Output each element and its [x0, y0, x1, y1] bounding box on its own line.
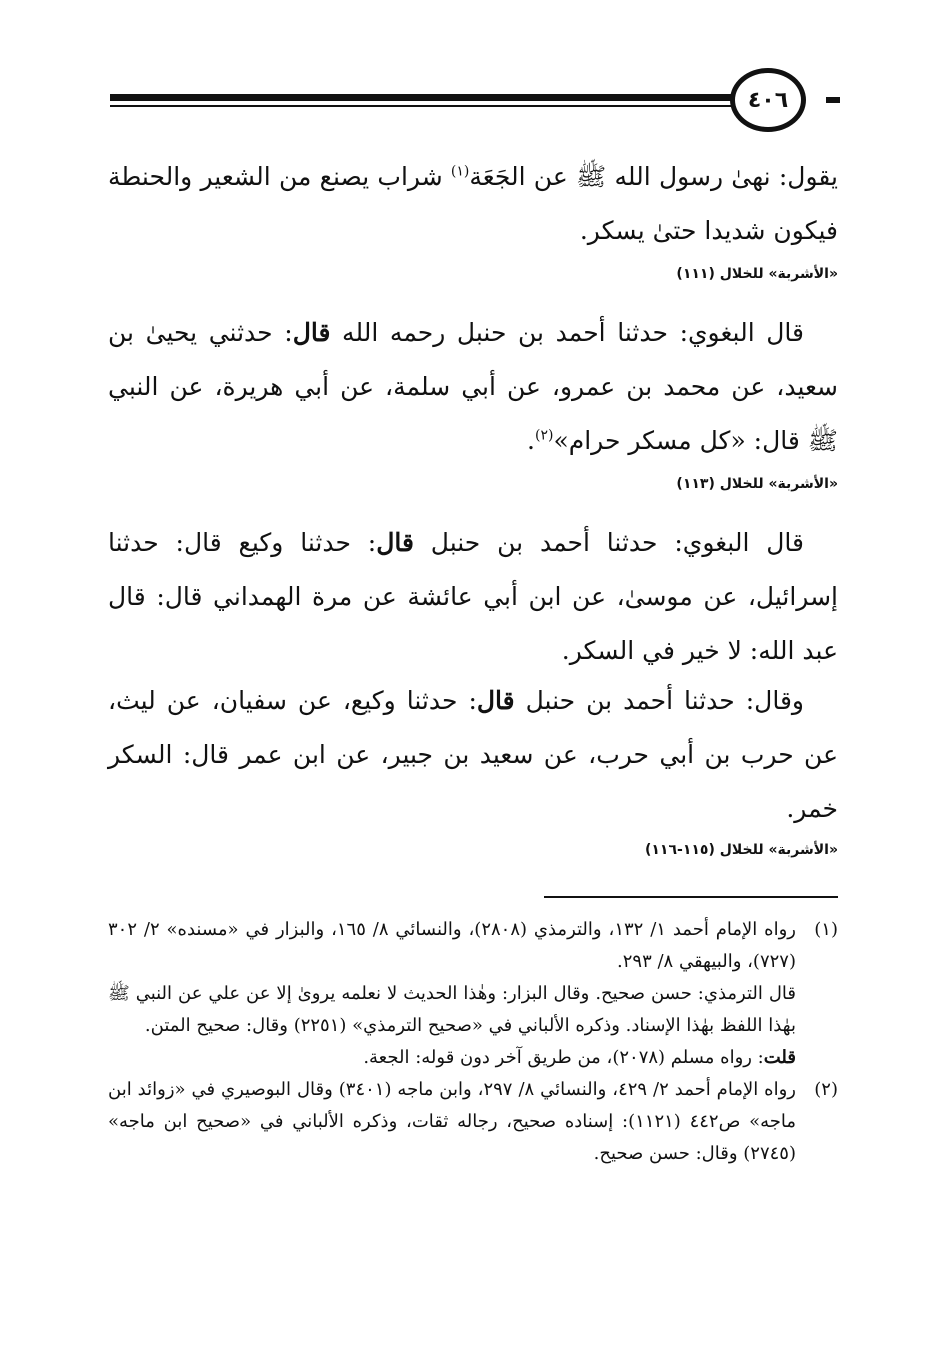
- footnote-1-line-3: [108, 1042, 796, 1074]
- paragraph-1-rest: شراب يصنع من الشعير والحنطة فيكون شديدا حتىٰ يسكر.: [108, 162, 838, 245]
- header-rule-thin: [110, 105, 732, 107]
- header-rule-stub: [826, 97, 840, 103]
- paragraph-1: [108, 150, 838, 258]
- paragraph-3-text-a: قال البغوي: حدثنا أحمد بن حنبل: [413, 528, 804, 557]
- paragraph-2-qal: قال: [292, 318, 331, 347]
- paragraph-2-text-a: قال البغوي: حدثنا أحمد بن حنبل رحمه الله: [330, 318, 804, 347]
- paragraph-3: [108, 516, 838, 678]
- footnote-separator: [544, 896, 838, 898]
- footnote-2-text: رواه الإمام أحمد ٢/ ٤٢٩، والنسائي ٨/ ٢٩٧، وابن ماجه (٣٤٠١) وقال البوصيري في «زوائد ابن ماجه» ص٤٤٢ (١١٢١): إسناده صحيح، رجاله ثقات، وذكره الألباني في «صحيح ابن ماجه» (٢٧٤٥) وقال: حسن صحيح.: [108, 1079, 797, 1164]
- footnote-1-body: [108, 914, 796, 1074]
- paragraph-4-text-b: : حدثنا وكيع، عن سفيان، عن ليث، عن حرب بن أبي حرب، عن سعيد بن جبير، عن ابن عمر قال: السكر خمر.: [108, 686, 838, 823]
- header-rule-thick: [110, 94, 732, 101]
- page-number: ٤٠٦: [747, 87, 789, 113]
- page-number-badge: [730, 68, 806, 132]
- paragraph-3-text-b: : حدثنا وكيع قال: حدثنا إسرائيل، عن موسىٰ، عن ابن أبي عائشة عن مرة الهمداني قال: قال عبد الله: لا خير في السكر.: [108, 528, 838, 665]
- footnote-1-number: (١): [814, 919, 838, 940]
- source-citation-1: «الأشربة» للخلال (١١١): [676, 266, 838, 282]
- footnote-ref-1[interactable]: (١): [450, 163, 470, 180]
- paragraph-3-qal: قال: [376, 528, 414, 557]
- source-citation-2: «الأشربة» للخلال (١١٣): [676, 476, 838, 492]
- footnote-2-body: [108, 1074, 796, 1170]
- footnotes: [108, 914, 838, 1170]
- paragraph-1-text: يقول: نهىٰ رسول الله ﷺ عن الجَعَة: [469, 162, 838, 191]
- paragraph-4-text-a: وقال: حدثنا أحمد بن حنبل: [514, 686, 804, 715]
- page-header: [110, 66, 840, 138]
- paragraph-4: [108, 674, 838, 836]
- footnote-2-number: (٢): [814, 1079, 838, 1100]
- source-citation-3: «الأشربة» للخلال (١١٥-١١٦): [644, 842, 838, 858]
- footnote-ref-2[interactable]: (٢): [534, 427, 554, 444]
- footnote-2: [108, 1074, 838, 1170]
- paragraph-4-qal: قال: [476, 686, 515, 715]
- footnote-1-line-2: قال الترمذي: حسن صحيح. وقال البزار: وهٰذا الحديث لا نعلمه يروىٰ إلا عن علي عن النبي ﷺ بهٰذا اللفظ بهٰذا الإسناد. وذكره الألباني في «صحيح الترمذي» (٢٢٥١) وقال: صحيح المتن.: [108, 983, 796, 1036]
- footnote-1-qult: قلت: [763, 1047, 796, 1068]
- paragraph-2-text-b: : حدثني يحيىٰ بن سعيد، عن محمد بن عمرو، عن أبي سلمة، عن أبي هريرة، عن النبي ﷺ قال: «كل مسكر حرام»: [108, 318, 838, 455]
- footnote-1-line-3-text: : رواه مسلم (٢٠٧٨)، من طريق آخر دون قوله: الجعة.: [363, 1047, 764, 1068]
- paragraph-2-end: .: [527, 426, 535, 455]
- footnote-1: [108, 914, 838, 1074]
- paragraph-2: [108, 306, 838, 468]
- footnote-1-line-1: رواه الإمام أحمد ١/ ١٣٢، والترمذي (٢٨٠٨)، والنسائي ٨/ ١٦٥، والبزار في «مسنده» ٢/ ٣٠٢ (٧٢٧)، والبيهقي ٨/ ٢٩٣.: [108, 919, 796, 972]
